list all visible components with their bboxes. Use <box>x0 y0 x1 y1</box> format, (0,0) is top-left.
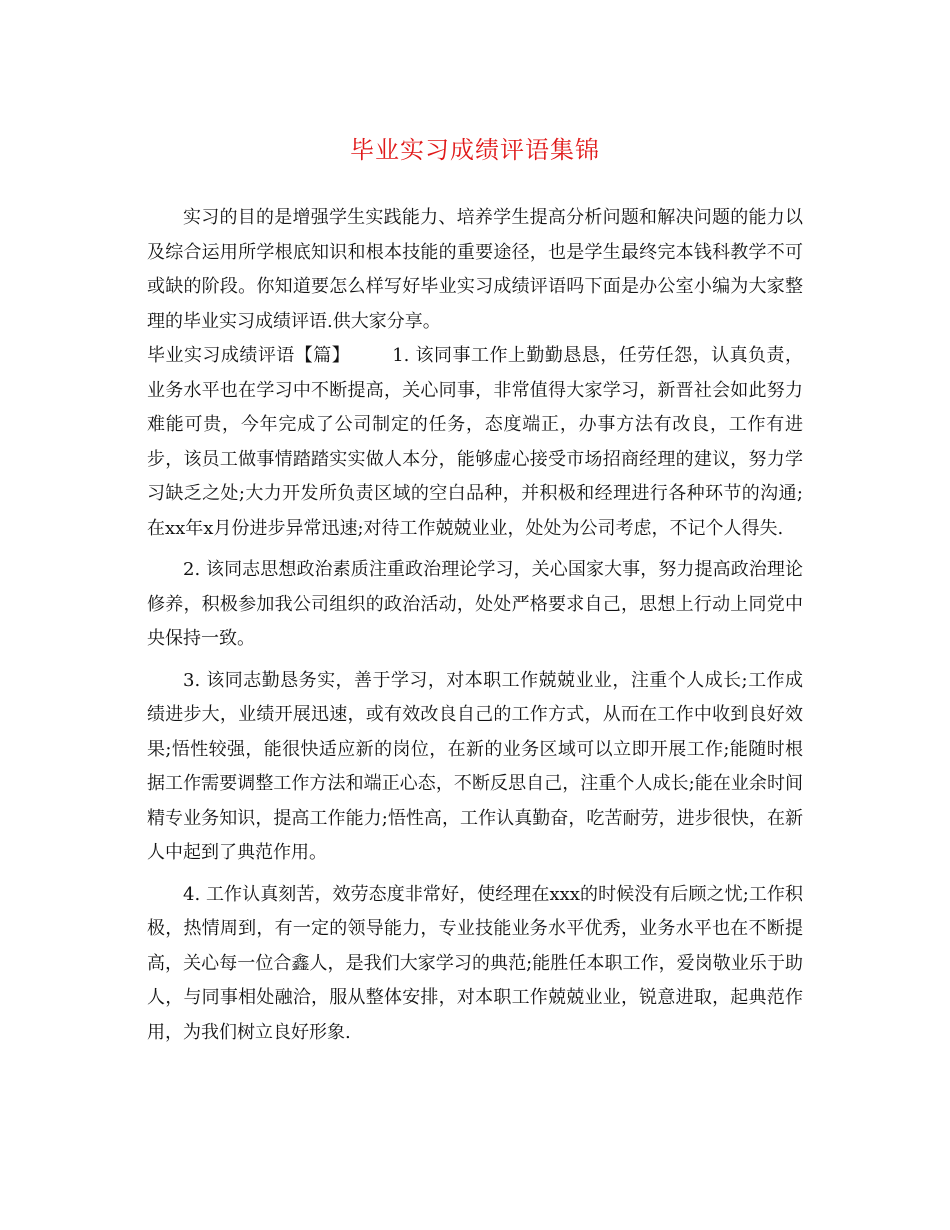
document-body <box>147 201 803 1050</box>
intro-paragraph: 实习的目的是增强学生实践能力、培养学生提高分析问题和解决问题的能力以及综合运用所学根底知识和根本技能的重要途径，也是学生最终完本钱科教学不可或缺的阶段。你知道要怎么样写好毕业实习成绩评语吗下面是办公室小编为大家整理的毕业实习成绩评语.供大家分享。 <box>147 207 803 332</box>
list-item-3: 3. 该同志勤恳务实，善于学习，对本职工作兢兢业业，注重个人成长;工作成绩进步大，业绩开展迅速，或有效改良自己的工作方式，从而在工作中收到良好效果;悟性较强，能很快适应新的岗位，在新的业务区域可以立即开展工作;能随时根据工作需要调整工作方法和端正心态，不断反思自己，注重个人成长;能在业余时间精专业务知识，提高工作能力;悟性高，工作认真勤奋，吃苦耐劳，进步很快，在新人中起到了典范作用。 <box>147 669 803 863</box>
list-item-1: 1. 该同事工作上勤勤恳恳，任劳任怨，认真负责，业务水平也在学习中不断提高，关心同事，非常值得大家学习，新晋社会如此努力难能可贵，今年完成了公司制定的任务，态度端正，办事方法有改良，工作有进步，该员工做事情踏踏实实做人本分，能够虚心接受市场招商经理的建议，努力学习缺乏之处;大力开发所负责区域的空白品种，并积极和经理进行各种环节的沟通;在xx年x月份进步异常迅速;对待工作兢兢业业，处处为公司考虑，不记个人得失. <box>147 345 803 539</box>
section-heading: 毕业实习成绩评语【篇】 <box>147 345 351 366</box>
list-item-4: 4. 工作认真刻苦，效劳态度非常好，使经理在xxx的时候没有后顾之忧;工作积极，热情周到，有一定的领导能力，专业技能业务水平优秀，业务水平也在不断提高，关心每一位合鑫人，是我们大家学习的典范;能胜任本职工作，爱岗敬业乐于助人，与同事相处融洽，服从整体安排，对本职工作兢兢业业，锐意进取，起典范作用，为我们树立良好形象. <box>147 883 803 1043</box>
section-first-item <box>147 339 803 546</box>
list-item-2: 2. 该同志思想政治素质注重政治理论学习，关心国家大事，努力提高政治理论修养，积极参加我公司组织的政治活动，处处严格要求自己，思想上行动上同党中央保持一致。 <box>147 559 803 649</box>
document-title: 毕业实习成绩评语集锦 <box>350 136 600 164</box>
